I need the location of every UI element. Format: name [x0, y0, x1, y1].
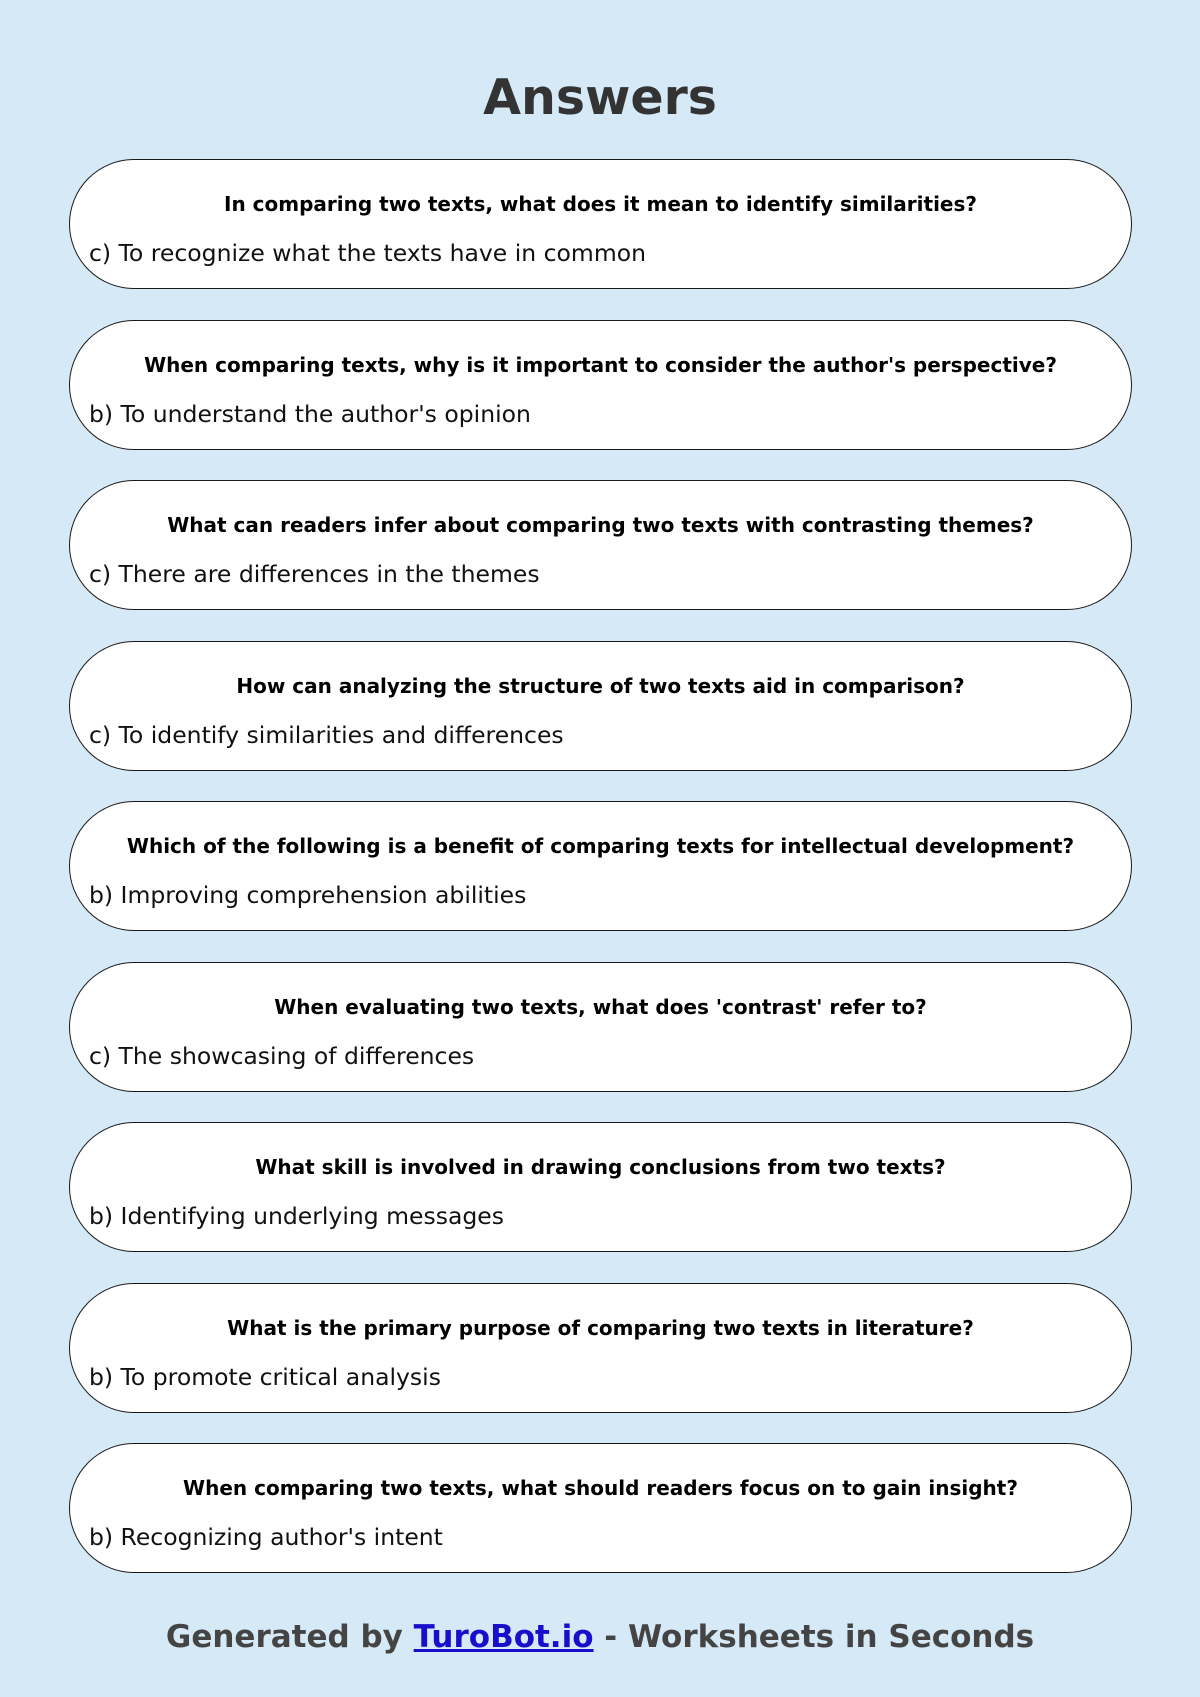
answer-card	[69, 962, 1132, 1092]
turobot-link[interactable]: TuroBot.io	[413, 1619, 594, 1655]
answer-card	[69, 1122, 1132, 1252]
answer-text: c) The showcasing of differences	[89, 1041, 475, 1070]
page-title: Answers	[483, 69, 717, 126]
answer-card	[69, 1283, 1132, 1413]
question-text: What is the primary purpose of comparing two texts in literature?	[227, 1315, 974, 1340]
answer-card	[69, 480, 1132, 610]
question-text: When comparing two texts, what should readers focus on to gain insight?	[183, 1476, 1018, 1500]
question-text: What skill is involved in drawing conclusions from two texts?	[255, 1155, 946, 1179]
question-text: How can analyzing the structure of two texts aid in comparison?	[236, 673, 965, 698]
question-text: In comparing two texts, what does it mean to identify similarities?	[224, 192, 977, 216]
answer-card	[69, 320, 1132, 450]
footer-suffix: - Worksheets in Seconds	[593, 1619, 1035, 1655]
answer-text: c) To identify similarities and differences	[89, 720, 564, 749]
question-text: Which of the following is a benefit of comparing texts for intellectual development?	[126, 834, 1075, 858]
footer-prefix: Generated by	[165, 1619, 414, 1655]
footer	[0, 1616, 1200, 1658]
question-text: What can readers infer about comparing two texts with contrasting themes?	[167, 513, 1034, 537]
answer-text: b) Improving comprehension abilities	[89, 881, 527, 909]
answer-card	[69, 1443, 1132, 1573]
answer-card	[69, 801, 1132, 931]
answer-card	[69, 641, 1132, 771]
answer-text: b) To understand the author's opinion	[89, 399, 531, 428]
answer-text: b) Identifying underlying messages	[89, 1202, 505, 1230]
answer-list	[69, 159, 1132, 1604]
answer-text: c) To recognize what the texts have in common	[89, 239, 646, 267]
answer-card	[69, 159, 1132, 289]
answer-text: c) There are differences in the themes	[89, 560, 540, 588]
question-text: When comparing texts, why is it important to consider the author's perspective?	[144, 352, 1057, 377]
question-text: When evaluating two texts, what does 'contrast' refer to?	[274, 994, 927, 1019]
answer-text: b) To promote critical analysis	[89, 1362, 441, 1391]
answer-text: b) Recognizing author's intent	[89, 1523, 443, 1551]
